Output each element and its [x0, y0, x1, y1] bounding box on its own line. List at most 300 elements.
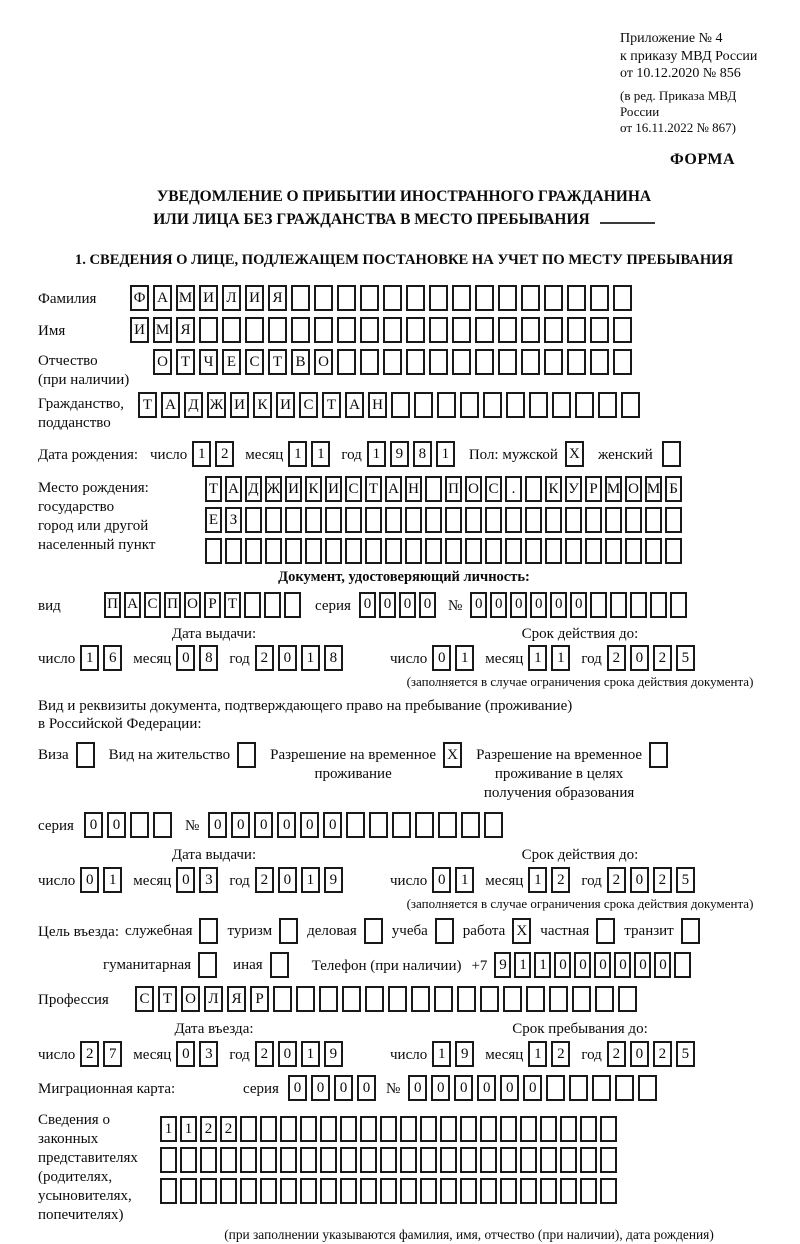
char-cell[interactable]	[440, 1178, 457, 1204]
char-cell[interactable]: И	[276, 392, 295, 418]
char-cell[interactable]	[225, 538, 242, 564]
char-cell[interactable]: 0	[334, 1075, 353, 1101]
char-cell[interactable]: 0	[231, 812, 250, 838]
char-cell[interactable]	[291, 317, 310, 343]
char-cell[interactable]	[460, 1116, 477, 1142]
char-cell[interactable]	[345, 507, 362, 533]
char-cell[interactable]: 0	[432, 645, 451, 671]
char-cell[interactable]	[305, 507, 322, 533]
char-cell[interactable]	[600, 1116, 617, 1142]
char-cell[interactable]	[200, 1147, 217, 1173]
char-cell[interactable]	[365, 986, 384, 1012]
char-cell[interactable]: Е	[205, 507, 222, 533]
char-cell[interactable]: В	[291, 349, 310, 375]
char-cell[interactable]	[325, 538, 342, 564]
char-cell[interactable]	[180, 1147, 197, 1173]
char-cell[interactable]	[613, 317, 632, 343]
char-cell[interactable]	[549, 986, 568, 1012]
char-cell[interactable]	[400, 1116, 417, 1142]
char-cell[interactable]	[625, 538, 642, 564]
char-cell[interactable]: 0	[490, 592, 507, 618]
char-cell[interactable]	[503, 986, 522, 1012]
char-cell[interactable]	[406, 317, 425, 343]
char-cell[interactable]: О	[153, 349, 172, 375]
char-cell[interactable]	[520, 1116, 537, 1142]
char-cell[interactable]	[465, 538, 482, 564]
char-cell[interactable]: 0	[550, 592, 567, 618]
char-cell[interactable]: 0	[594, 952, 611, 978]
char-cell[interactable]	[540, 1178, 557, 1204]
char-cell[interactable]: Я	[176, 317, 195, 343]
char-cell[interactable]	[300, 1147, 317, 1173]
char-cell[interactable]: 2	[255, 645, 274, 671]
char-cell[interactable]	[240, 1147, 257, 1173]
char-cell[interactable]: 0	[530, 592, 547, 618]
char-cell[interactable]	[420, 1147, 437, 1173]
char-cell[interactable]	[498, 349, 517, 375]
char-cell[interactable]: 1	[288, 441, 307, 467]
char-cell[interactable]: 2	[255, 867, 274, 893]
char-cell[interactable]	[340, 1116, 357, 1142]
char-cell[interactable]	[220, 1147, 237, 1173]
char-cell[interactable]	[314, 285, 333, 311]
char-cell[interactable]	[565, 507, 582, 533]
char-cell[interactable]: П	[164, 592, 181, 618]
char-cell[interactable]: Я	[268, 285, 287, 311]
char-cell[interactable]	[420, 1178, 437, 1204]
char-cell[interactable]	[200, 1178, 217, 1204]
char-cell[interactable]: 0	[630, 645, 649, 671]
char-cell[interactable]	[429, 285, 448, 311]
char-cell[interactable]: 0	[419, 592, 436, 618]
char-cell[interactable]: 0	[470, 592, 487, 618]
char-cell[interactable]	[590, 317, 609, 343]
char-cell[interactable]: 1	[455, 867, 474, 893]
char-cell[interactable]: 1	[301, 645, 320, 671]
char-cell[interactable]	[498, 317, 517, 343]
char-cell[interactable]: 0	[277, 812, 296, 838]
char-cell[interactable]	[546, 1075, 565, 1101]
char-cell[interactable]	[525, 507, 542, 533]
char-cell[interactable]	[291, 285, 310, 311]
char-cell[interactable]	[240, 1116, 257, 1142]
char-cell[interactable]: Л	[204, 986, 223, 1012]
char-cell[interactable]	[346, 812, 365, 838]
char-cell[interactable]	[385, 507, 402, 533]
char-cell[interactable]: 2	[653, 645, 672, 671]
char-cell[interactable]: А	[161, 392, 180, 418]
char-cell[interactable]	[610, 592, 627, 618]
char-cell[interactable]: 6	[103, 645, 122, 671]
char-cell[interactable]: Р	[585, 476, 602, 502]
char-cell[interactable]	[465, 507, 482, 533]
char-cell[interactable]	[153, 812, 172, 838]
char-cell[interactable]: 0	[300, 812, 319, 838]
char-cell[interactable]	[580, 1147, 597, 1173]
char-cell[interactable]	[475, 349, 494, 375]
char-cell[interactable]: М	[153, 317, 172, 343]
char-cell[interactable]	[264, 592, 281, 618]
char-cell[interactable]	[380, 1178, 397, 1204]
char-cell[interactable]	[520, 1178, 537, 1204]
char-cell[interactable]	[670, 592, 687, 618]
char-cell[interactable]	[480, 986, 499, 1012]
char-cell[interactable]: 1	[301, 1041, 320, 1067]
char-cell[interactable]: 0	[379, 592, 396, 618]
char-cell[interactable]	[425, 476, 442, 502]
char-cell[interactable]: 0	[614, 952, 631, 978]
char-cell[interactable]: И	[230, 392, 249, 418]
char-cell[interactable]: Т	[268, 349, 287, 375]
char-cell[interactable]: И	[325, 476, 342, 502]
char-cell[interactable]: 5	[676, 645, 695, 671]
char-cell[interactable]: О	[181, 986, 200, 1012]
char-cell[interactable]: 1	[367, 441, 386, 467]
char-cell[interactable]: 1	[551, 645, 570, 671]
char-cell[interactable]	[585, 538, 602, 564]
char-cell[interactable]: 8	[324, 645, 343, 671]
char-cell[interactable]: И	[285, 476, 302, 502]
char-cell[interactable]	[365, 507, 382, 533]
char-cell[interactable]: 1	[534, 952, 551, 978]
char-cell[interactable]: Т	[365, 476, 382, 502]
char-cell[interactable]	[76, 742, 95, 768]
char-cell[interactable]: 2	[607, 867, 626, 893]
char-cell[interactable]: 0	[500, 1075, 519, 1101]
char-cell[interactable]	[630, 592, 647, 618]
char-cell[interactable]	[560, 1178, 577, 1204]
char-cell[interactable]	[400, 1178, 417, 1204]
char-cell[interactable]: Т	[322, 392, 341, 418]
char-cell[interactable]	[649, 742, 668, 768]
char-cell[interactable]	[585, 507, 602, 533]
char-cell[interactable]	[595, 986, 614, 1012]
char-cell[interactable]: 1	[436, 441, 455, 467]
char-cell[interactable]: М	[645, 476, 662, 502]
char-cell[interactable]	[560, 1116, 577, 1142]
char-cell[interactable]: 2	[220, 1116, 237, 1142]
char-cell[interactable]	[325, 507, 342, 533]
char-cell[interactable]: 9	[390, 441, 409, 467]
char-cell[interactable]	[506, 392, 525, 418]
char-cell[interactable]	[505, 538, 522, 564]
char-cell[interactable]	[445, 507, 462, 533]
char-cell[interactable]	[638, 1075, 657, 1101]
char-cell[interactable]	[222, 317, 241, 343]
char-cell[interactable]: К	[305, 476, 322, 502]
char-cell[interactable]	[485, 538, 502, 564]
char-cell[interactable]: Т	[224, 592, 241, 618]
char-cell[interactable]: К	[545, 476, 562, 502]
char-cell[interactable]	[345, 538, 362, 564]
char-cell[interactable]	[440, 1147, 457, 1173]
char-cell[interactable]: 0	[630, 1041, 649, 1067]
char-cell[interactable]	[280, 1116, 297, 1142]
char-cell[interactable]	[265, 507, 282, 533]
char-cell[interactable]: А	[225, 476, 242, 502]
char-cell[interactable]	[475, 285, 494, 311]
char-cell[interactable]	[414, 392, 433, 418]
char-cell[interactable]	[625, 507, 642, 533]
char-cell[interactable]: 3	[199, 1041, 218, 1067]
char-cell[interactable]	[665, 538, 682, 564]
char-cell[interactable]: 0	[359, 592, 376, 618]
char-cell[interactable]: Ж	[207, 392, 226, 418]
char-cell[interactable]	[360, 285, 379, 311]
char-cell[interactable]: 1	[80, 645, 99, 671]
char-cell[interactable]: Ж	[265, 476, 282, 502]
char-cell[interactable]	[245, 507, 262, 533]
char-cell[interactable]: 0	[454, 1075, 473, 1101]
char-cell[interactable]	[319, 986, 338, 1012]
char-cell[interactable]	[342, 986, 361, 1012]
char-cell[interactable]	[425, 538, 442, 564]
char-cell[interactable]	[440, 1116, 457, 1142]
char-cell[interactable]: 2	[551, 1041, 570, 1067]
char-cell[interactable]: Ф	[130, 285, 149, 311]
char-cell[interactable]: 1	[432, 1041, 451, 1067]
char-cell[interactable]	[540, 1147, 557, 1173]
char-cell[interactable]: 2	[653, 1041, 672, 1067]
char-cell[interactable]: 8	[413, 441, 432, 467]
char-cell[interactable]	[429, 317, 448, 343]
char-cell[interactable]: Д	[245, 476, 262, 502]
char-cell[interactable]	[130, 812, 149, 838]
char-cell[interactable]	[452, 285, 471, 311]
char-cell[interactable]	[521, 285, 540, 311]
char-cell[interactable]	[199, 317, 218, 343]
char-cell[interactable]: 0	[311, 1075, 330, 1101]
char-cell[interactable]: 1	[514, 952, 531, 978]
char-cell[interactable]	[406, 349, 425, 375]
char-cell[interactable]: .	[505, 476, 522, 502]
char-cell[interactable]	[300, 1116, 317, 1142]
char-cell[interactable]	[285, 507, 302, 533]
char-cell[interactable]: 0	[574, 952, 591, 978]
char-cell[interactable]: Н	[368, 392, 387, 418]
char-cell[interactable]: С	[345, 476, 362, 502]
char-cell[interactable]	[314, 317, 333, 343]
char-cell[interactable]	[411, 986, 430, 1012]
char-cell[interactable]	[681, 918, 700, 944]
char-cell[interactable]	[505, 507, 522, 533]
char-cell[interactable]	[364, 918, 383, 944]
char-cell[interactable]: М	[605, 476, 622, 502]
char-cell[interactable]	[385, 538, 402, 564]
char-cell[interactable]: 0	[523, 1075, 542, 1101]
char-cell[interactable]: 0	[278, 1041, 297, 1067]
char-cell[interactable]: 1	[103, 867, 122, 893]
char-cell[interactable]	[434, 986, 453, 1012]
char-cell[interactable]	[237, 742, 256, 768]
char-cell[interactable]	[580, 1178, 597, 1204]
char-cell[interactable]	[360, 1178, 377, 1204]
char-cell[interactable]: 2	[215, 441, 234, 467]
char-cell[interactable]	[380, 1147, 397, 1173]
char-cell[interactable]: 1	[455, 645, 474, 671]
char-cell[interactable]: 1	[160, 1116, 177, 1142]
char-cell[interactable]	[383, 317, 402, 343]
char-cell[interactable]: 0	[408, 1075, 427, 1101]
char-cell[interactable]: 0	[431, 1075, 450, 1101]
char-cell[interactable]: 0	[432, 867, 451, 893]
char-cell[interactable]	[245, 317, 264, 343]
char-cell[interactable]	[205, 538, 222, 564]
char-cell[interactable]: С	[299, 392, 318, 418]
char-cell[interactable]: О	[184, 592, 201, 618]
char-cell[interactable]	[596, 918, 615, 944]
char-cell[interactable]	[521, 349, 540, 375]
char-cell[interactable]: Л	[222, 285, 241, 311]
char-cell[interactable]: А	[385, 476, 402, 502]
char-cell[interactable]: X	[512, 918, 531, 944]
char-cell[interactable]	[400, 1147, 417, 1173]
char-cell[interactable]: И	[199, 285, 218, 311]
char-cell[interactable]	[674, 952, 691, 978]
char-cell[interactable]: 2	[80, 1041, 99, 1067]
char-cell[interactable]	[650, 592, 667, 618]
char-cell[interactable]: 0	[510, 592, 527, 618]
char-cell[interactable]: 0	[176, 867, 195, 893]
char-cell[interactable]	[662, 441, 681, 467]
char-cell[interactable]	[360, 317, 379, 343]
char-cell[interactable]	[569, 1075, 588, 1101]
char-cell[interactable]	[460, 1178, 477, 1204]
char-cell[interactable]	[199, 918, 218, 944]
char-cell[interactable]: 0	[357, 1075, 376, 1101]
char-cell[interactable]	[580, 1116, 597, 1142]
char-cell[interactable]	[457, 986, 476, 1012]
char-cell[interactable]: 1	[528, 645, 547, 671]
char-cell[interactable]	[485, 507, 502, 533]
char-cell[interactable]	[420, 1116, 437, 1142]
char-cell[interactable]: 1	[301, 867, 320, 893]
char-cell[interactable]	[484, 812, 503, 838]
char-cell[interactable]	[521, 317, 540, 343]
char-cell[interactable]: 0	[399, 592, 416, 618]
char-cell[interactable]	[369, 812, 388, 838]
char-cell[interactable]	[270, 952, 289, 978]
char-cell[interactable]	[429, 349, 448, 375]
char-cell[interactable]	[280, 1147, 297, 1173]
char-cell[interactable]	[480, 1178, 497, 1204]
char-cell[interactable]	[425, 507, 442, 533]
char-cell[interactable]	[300, 1178, 317, 1204]
char-cell[interactable]	[388, 986, 407, 1012]
char-cell[interactable]	[360, 349, 379, 375]
char-cell[interactable]	[337, 317, 356, 343]
char-cell[interactable]: С	[485, 476, 502, 502]
char-cell[interactable]: У	[565, 476, 582, 502]
char-cell[interactable]	[279, 918, 298, 944]
char-cell[interactable]	[260, 1116, 277, 1142]
char-cell[interactable]	[265, 538, 282, 564]
char-cell[interactable]: 9	[494, 952, 511, 978]
char-cell[interactable]: Н	[405, 476, 422, 502]
char-cell[interactable]	[544, 285, 563, 311]
char-cell[interactable]: 1	[192, 441, 211, 467]
char-cell[interactable]	[320, 1116, 337, 1142]
char-cell[interactable]	[590, 592, 607, 618]
char-cell[interactable]	[544, 317, 563, 343]
char-cell[interactable]	[552, 392, 571, 418]
char-cell[interactable]	[567, 285, 586, 311]
char-cell[interactable]	[525, 538, 542, 564]
char-cell[interactable]: Р	[250, 986, 269, 1012]
char-cell[interactable]: О	[625, 476, 642, 502]
char-cell[interactable]: 9	[455, 1041, 474, 1067]
char-cell[interactable]: О	[465, 476, 482, 502]
char-cell[interactable]: 0	[278, 645, 297, 671]
char-cell[interactable]	[360, 1147, 377, 1173]
char-cell[interactable]	[360, 1116, 377, 1142]
char-cell[interactable]: Т	[205, 476, 222, 502]
char-cell[interactable]	[565, 538, 582, 564]
char-cell[interactable]: 7	[103, 1041, 122, 1067]
char-cell[interactable]	[645, 507, 662, 533]
char-cell[interactable]	[452, 349, 471, 375]
char-cell[interactable]: А	[124, 592, 141, 618]
char-cell[interactable]: 0	[84, 812, 103, 838]
char-cell[interactable]	[320, 1178, 337, 1204]
char-cell[interactable]	[244, 592, 261, 618]
char-cell[interactable]: 5	[676, 867, 695, 893]
char-cell[interactable]: 0	[254, 812, 273, 838]
char-cell[interactable]	[391, 392, 410, 418]
char-cell[interactable]: 1	[311, 441, 330, 467]
char-cell[interactable]	[600, 1147, 617, 1173]
char-cell[interactable]: 0	[554, 952, 571, 978]
char-cell[interactable]: Ч	[199, 349, 218, 375]
char-cell[interactable]: 0	[107, 812, 126, 838]
char-cell[interactable]: А	[153, 285, 172, 311]
char-cell[interactable]	[383, 349, 402, 375]
char-cell[interactable]	[567, 317, 586, 343]
char-cell[interactable]	[545, 538, 562, 564]
char-cell[interactable]: З	[225, 507, 242, 533]
char-cell[interactable]: 0	[654, 952, 671, 978]
char-cell[interactable]	[480, 1147, 497, 1173]
char-cell[interactable]	[645, 538, 662, 564]
char-cell[interactable]: 5	[676, 1041, 695, 1067]
char-cell[interactable]: 0	[634, 952, 651, 978]
char-cell[interactable]: С	[245, 349, 264, 375]
char-cell[interactable]	[284, 592, 301, 618]
char-cell[interactable]	[498, 285, 517, 311]
char-cell[interactable]: 1	[528, 1041, 547, 1067]
char-cell[interactable]	[590, 349, 609, 375]
char-cell[interactable]: 9	[324, 867, 343, 893]
char-cell[interactable]	[160, 1178, 177, 1204]
char-cell[interactable]: 2	[551, 867, 570, 893]
char-cell[interactable]	[560, 1147, 577, 1173]
char-cell[interactable]	[598, 392, 617, 418]
char-cell[interactable]: Я	[227, 986, 246, 1012]
char-cell[interactable]: Б	[665, 476, 682, 502]
char-cell[interactable]	[483, 392, 502, 418]
char-cell[interactable]: 2	[607, 645, 626, 671]
char-cell[interactable]: 0	[80, 867, 99, 893]
char-cell[interactable]	[305, 538, 322, 564]
char-cell[interactable]	[296, 986, 315, 1012]
char-cell[interactable]	[605, 538, 622, 564]
char-cell[interactable]	[525, 476, 542, 502]
char-cell[interactable]	[285, 538, 302, 564]
char-cell[interactable]	[260, 1178, 277, 1204]
char-cell[interactable]: 0	[278, 867, 297, 893]
char-cell[interactable]	[480, 1116, 497, 1142]
char-cell[interactable]	[520, 1147, 537, 1173]
